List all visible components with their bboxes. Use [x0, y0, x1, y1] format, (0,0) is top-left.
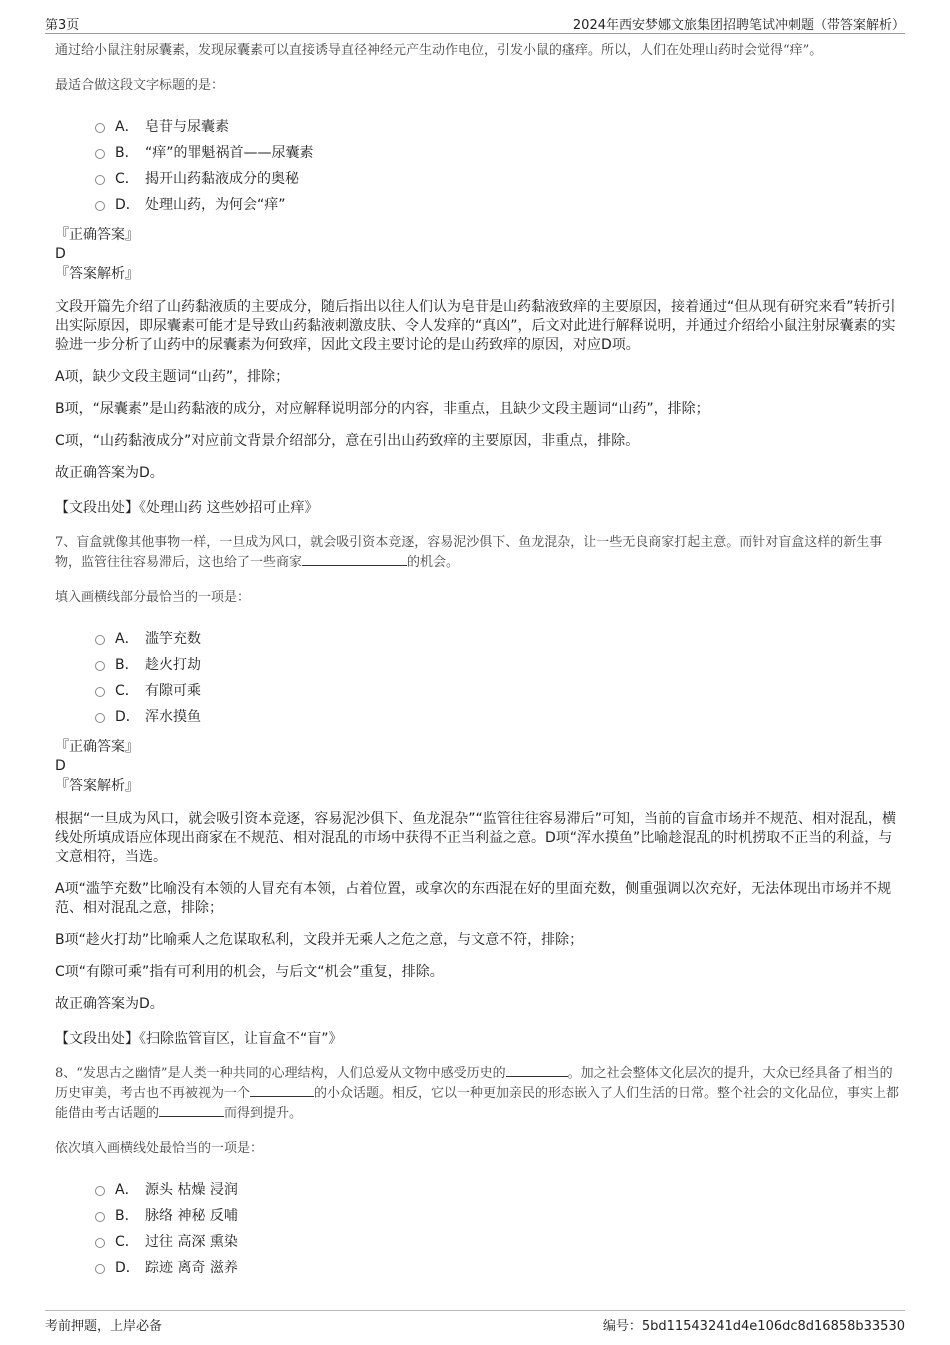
page-footer: [45, 1310, 905, 1334]
answer-value: D: [55, 758, 66, 774]
radio-icon[interactable]: [95, 123, 105, 133]
option-a[interactable]: A． 源头 枯燥 浸润: [95, 1176, 900, 1202]
footer-slogan: 考前押题，上岸必备: [45, 1319, 163, 1334]
option-d[interactable]: D． 浑水摸鱼: [95, 703, 900, 729]
question-prompt: 最适合做这段文字标题的是：: [55, 78, 225, 93]
text-source: 【文段出处】《扫除监管盲区，让盲盒不“盲”》: [55, 1031, 343, 1047]
option-d[interactable]: D． 处理山药，为何会“痒”: [95, 191, 900, 217]
radio-icon[interactable]: [95, 687, 105, 697]
analysis-paragraph: 根据“一旦成为风口，就会吸引资本竞逐，容易泥沙俱下、鱼龙混杂”“监管往往容易滞后”可知，当前的盲盒市场并不规范、相对混乱，横线处所填成语应体现出商家在不规范、相对混乱的市场中获得不正当利益之意。D项“浑水摸鱼”比喻趁混乱的时机捞取不正当的利益，与文意相符，当选。: [55, 811, 897, 865]
analysis-paragraph: A项“滥竽充数”比喻没有本领的人冒充有本领，占着位置，或拿次的东西混在好的里面充数，侧重强调以次充好，无法体现出市场并不规范、相对混乱之意，排除；: [55, 881, 892, 916]
radio-icon[interactable]: [95, 661, 105, 671]
answer-value: D: [55, 246, 66, 262]
question-8: [55, 1064, 900, 1280]
options-list: [95, 625, 900, 729]
answer-blank: [159, 1105, 224, 1117]
options-list: [95, 113, 900, 217]
page-content: [55, 41, 900, 1288]
radio-icon[interactable]: [95, 175, 105, 185]
analysis-paragraph: B项“趁火打劫”比喻乘人之危谋取私利，文段并无乘人之危之意，与文意不符，排除；: [55, 932, 584, 948]
radio-icon[interactable]: [95, 201, 105, 211]
text-source: 【文段出处】《处理山药 这些妙招可止痒》: [55, 500, 319, 516]
answer-blank: [302, 554, 407, 566]
question-7: [55, 533, 900, 1048]
analysis-label: 『答案解析』: [55, 778, 139, 794]
radio-icon[interactable]: [95, 1238, 105, 1248]
option-c[interactable]: C． 有隙可乘: [95, 677, 900, 703]
analysis-paragraph: 故正确答案为D。: [55, 465, 164, 481]
option-b[interactable]: B． 趁火打劫: [95, 651, 900, 677]
answer-label: 『正确答案』: [55, 227, 139, 243]
option-c[interactable]: C． 过往 高深 熏染: [95, 1228, 900, 1254]
option-b[interactable]: B． “痒”的罪魁祸首——尿囊素: [95, 139, 900, 165]
question-text: 通过给小鼠注射尿囊素，发现尿囊素可以直接诱导直径神经元产生动作电位，引发小鼠的瘙痒。所以，人们在处理山药时会觉得“痒”。: [55, 43, 823, 58]
question-prompt: 填入画横线部分最恰当的一项是：: [55, 590, 251, 605]
radio-icon[interactable]: [95, 713, 105, 723]
radio-icon[interactable]: [95, 1212, 105, 1222]
answer-blank: [250, 1085, 314, 1097]
option-a[interactable]: A． 滥竽充数: [95, 625, 900, 651]
option-c[interactable]: C． 揭开山药黏液成分的奥秘: [95, 165, 900, 191]
page-number: 第3页: [45, 18, 80, 33]
options-list: [95, 1176, 900, 1280]
answer-label: 『正确答案』: [55, 739, 139, 755]
radio-icon[interactable]: [95, 149, 105, 159]
analysis-paragraph: 故正确答案为D。: [55, 996, 164, 1012]
analysis-paragraph: C项，“山药黏液成分”对应前文背景介绍部分，意在引出山药致痒的主要原因，非重点，排除。: [55, 433, 640, 449]
analysis-label: 『答案解析』: [55, 266, 139, 282]
analysis-paragraph: B项，“尿囊素”是山药黏液的成分，对应解释说明部分的内容，非重点，且缺少文段主题词“山药”，排除；: [55, 401, 710, 417]
page-header: [45, 12, 905, 34]
option-d[interactable]: D． 踪迹 离奇 滋养: [95, 1254, 900, 1280]
analysis-paragraph: A项，缺少文段主题词“山药”，排除；: [55, 369, 290, 385]
analysis-paragraph: C项“有隙可乘”指有可利用的机会，与后文“机会”重复，排除。: [55, 964, 444, 980]
radio-icon[interactable]: [95, 635, 105, 645]
document-code: 编号：5bd11543241d4e106dc8d16858b33530: [602, 1319, 905, 1334]
radio-icon[interactable]: [95, 1264, 105, 1274]
option-b[interactable]: B． 脉络 神秘 反哺: [95, 1202, 900, 1228]
question-text: 8、“发思古之幽情”是人类一种共同的心理结构，人们总爱从文物中感受历史的 。加之社会整体文化层次的提升，大众已经具备了相当的历史审美，考古也不再被视为一个 的小众话题。相反，它以一种更加亲民的形态嵌入了人们生活的日常。整个社会的文化品位，事实上都能借由考古话题的 而得到提升。: [55, 1066, 900, 1121]
question-text: 7、盲盒就像其他事物一样，一旦成为风口，就会吸引资本竞逐，容易泥沙俱下、鱼龙混杂，让一些无良商家打起主意。而针对盲盒这样的新生事物，监管往往容易滞后，这也给了一些商家 的机会。: [55, 535, 883, 570]
option-a[interactable]: A． 皂苷与尿囊素: [95, 113, 900, 139]
document-title: 2024年西安梦娜文旅集团招聘笔试冲刺题（带答案解析）: [572, 18, 905, 33]
question-prompt: 依次填入画横线处最恰当的一项是：: [55, 1141, 264, 1156]
radio-icon[interactable]: [95, 1186, 105, 1196]
analysis-paragraph: 文段开篇先介绍了山药黏液质的主要成分，随后指出以往人们认为皂苷是山药黏液致痒的主要原因，接着通过“但从现有研究来看”转折引出实际原因，即尿囊素可能才是导致山药黏液刺激皮肤、令人发痒的“真凶”，后文对此进行解释说明，并通过介绍给小鼠注射尿囊素的实验进一步分析了山药中的尿囊素为何致痒，因此文段主要讨论的是山药致痒的原因，对应D项。: [55, 299, 896, 353]
answer-blank: [506, 1065, 568, 1077]
question-6: [55, 41, 900, 517]
